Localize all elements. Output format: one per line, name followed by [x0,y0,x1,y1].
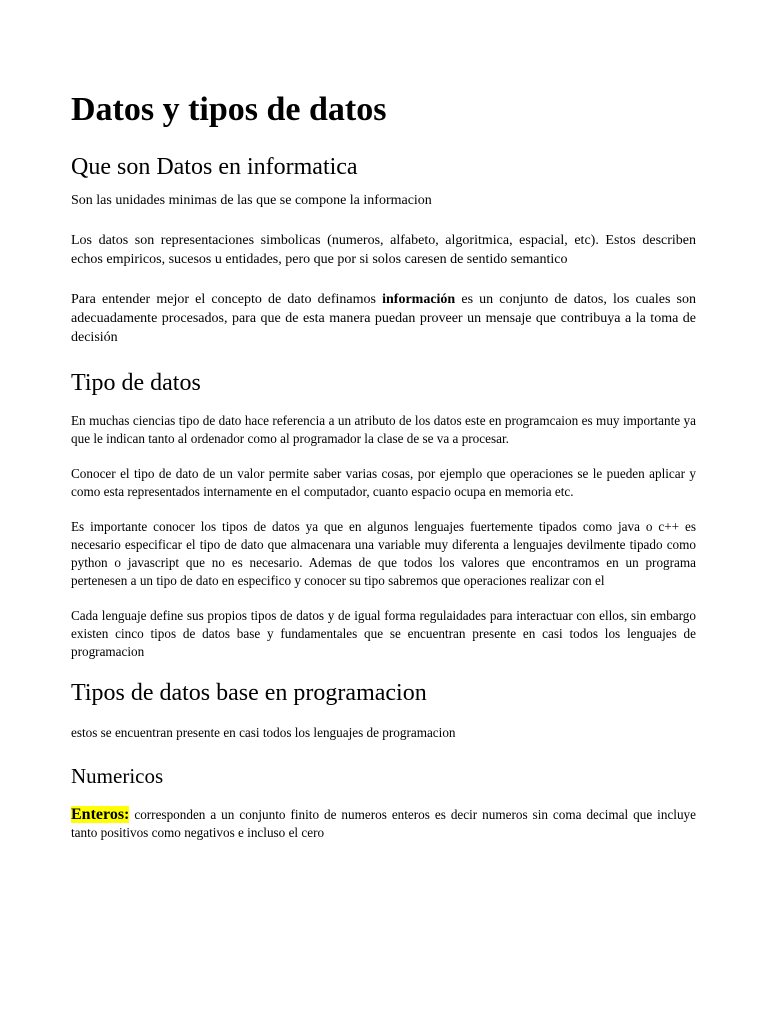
paragraph-representaciones: Los datos son representaciones simbolicas (numeros, alfabeto, algoritmica, espacial, etc). Estos describen echos empiricos, sucesos u entidades, pero que por si solos caresen de sentido semantico [71,233,696,267]
paragraph-enteros [71,806,696,842]
paragraph-cada-lenguaje: Cada lenguaje define sus propios tipos de datos y de igual forma regulaidades para interactuar con ellos, sin embargo existen cinco tipos de datos base y fundamentales que se encuentran presente en casi todos los lenguajes de programacion [71,608,696,659]
bold-term-informacion: información [382,292,456,307]
paragraph-enteros-text: corresponden a un conjunto finito de numeros enteros es decir numeros sin coma decimal que incluye tanto positivos como negativos e incluso el cero [71,807,696,840]
document-title: Datos y tipos de datos [71,91,387,128]
highlighted-term-enteros: Enteros: [71,806,130,823]
paragraph-lenguajes-tipados: Es importante conocer los tipos de datos ya que en algunos lenguajes fuertemente tipados como java o c++ es necesario especificar el tipo de dato que almacenara una variable muy diferenta a lenguajes devilmente tipado como python o javascript que no es necesario. Ademas de que todos los valores que encontramos en un programa pertenesen a un tipo de dato en especifico y conocer su tipo sabremos que operaciones realizar con el [71,519,696,588]
paragraph-definicion-datos: Son las unidades minimas de las que se compone la informacion [71,193,432,208]
heading-numericos: Numericos [71,764,164,788]
heading-tipo-de-datos: Tipo de datos [71,370,201,396]
paragraph-tipo-dato-atributo: En muchas ciencias tipo de dato hace referencia a un atributo de los datos este en programcaion es muy importante ya que le indican tanto al ordenador como al programador la clase de se va a procesar. [71,413,696,446]
paragraph-informacion-before: Para entender mejor el concepto de dato definamos [71,292,383,307]
paragraph-informacion [71,290,696,347]
paragraph-informacion-after: es un conjunto de datos, los cuales son adecuadamente procesados, para que de esta manera puedan proveer un mensaje que contribuya a la toma de decisión [71,292,697,345]
heading-que-son-datos: Que son Datos en informatica [71,154,358,180]
paragraph-tipos-base: estos se encuentran presente en casi todos los lenguajes de programacion [71,725,456,740]
heading-tipos-base: Tipos de datos base en programacion [71,680,427,706]
paragraph-conocer-tipo: Conocer el tipo de dato de un valor permite saber varias cosas, por ejemplo que operaciones se le pueden aplicar y como esta representados internamente en el computador, cuanto espacio ocupa en memoria etc. [71,466,696,499]
